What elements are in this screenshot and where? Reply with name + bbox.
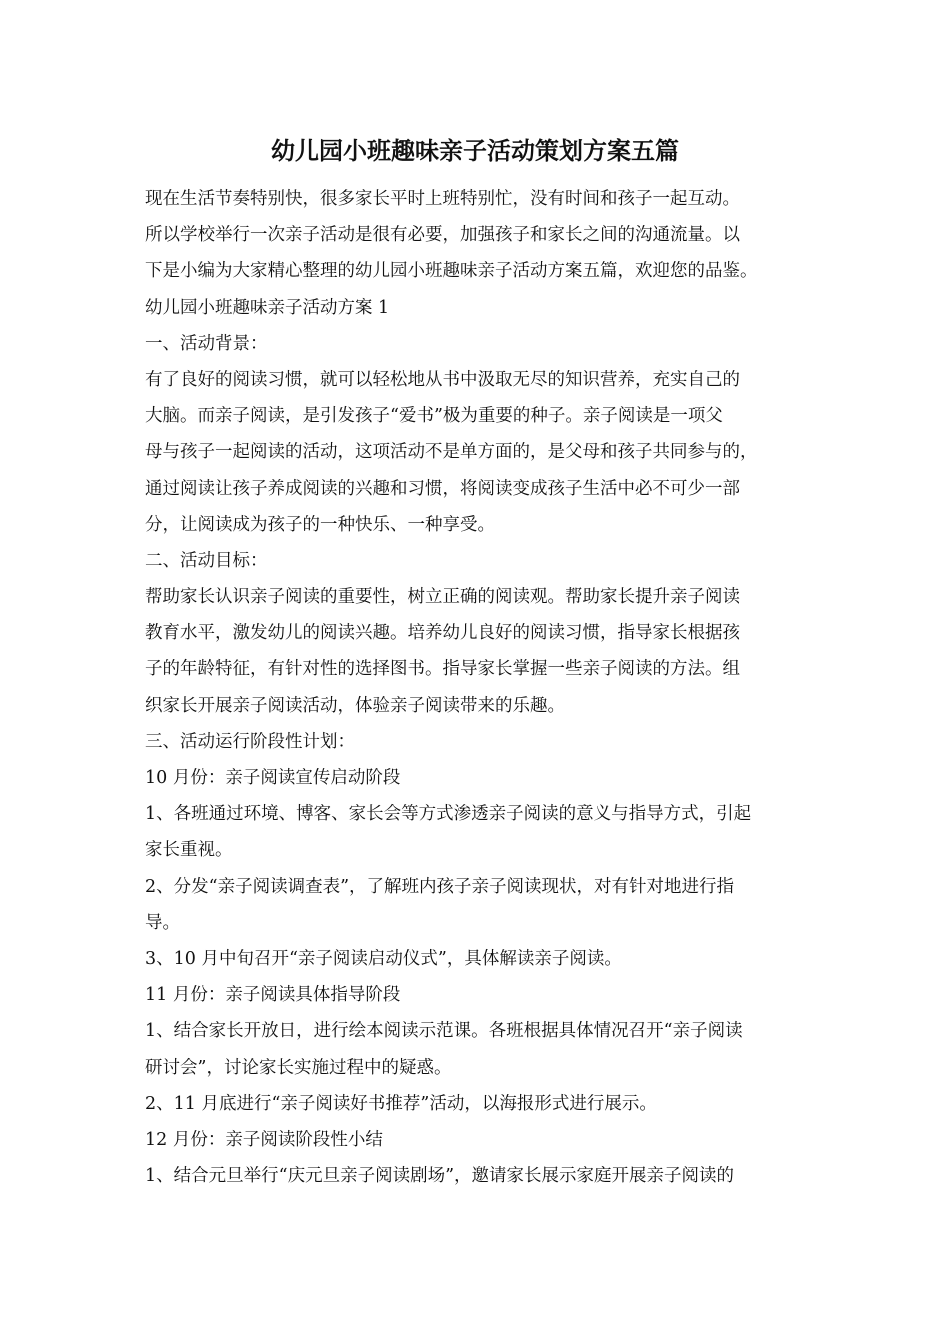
paragraph-line: 二、活动目标： [145, 550, 268, 571]
paragraph-line: 2、11 月底进行“亲子阅读好书推荐”活动，以海报形式进行展示。 [145, 1093, 657, 1114]
paragraph-line: 家长重视。 [145, 840, 233, 861]
paragraph-line: 教育水平，激发幼儿的阅读兴趣。培养幼儿良好的阅读习惯，指导家长根据孩 [145, 623, 740, 644]
paragraph-line: 1、结合家长开放日，进行绘本阅读示范课。各班根据具体情况召开“亲子阅读 [145, 1021, 743, 1042]
paragraph-line: 1、各班通过环境、博客、家长会等方式渗透亲子阅读的意义与指导方式，引起 [145, 804, 752, 825]
paragraph-line: 一、活动背景： [145, 333, 268, 354]
paragraph-line: 三、活动运行阶段性计划： [145, 731, 355, 752]
paragraph-line: 11 月份：亲子阅读具体指导阶段 [145, 985, 401, 1006]
paragraph-line: 10 月份：亲子阅读宣传启动阶段 [145, 768, 401, 788]
paragraph-line: 分，让阅读成为孩子的一种快乐、一种享受。 [145, 514, 495, 535]
paragraph-line: 3、10 月中旬召开“亲子阅读启动仪式”，具体解读亲子阅读。 [145, 948, 622, 969]
paragraph-line: 幼儿园小班趣味亲子活动方案 1 [145, 297, 390, 318]
paragraph-line: 12 月份：亲子阅读阶段性小结 [145, 1129, 383, 1150]
paragraph-line: 子的年龄特征，有针对性的选择图书。指导家长掌握一些亲子阅读的方法。组 [145, 659, 740, 680]
paragraph-line: 所以学校举行一次亲子活动是很有必要，加强孩子和家长之间的沟通流量。以 [145, 225, 740, 246]
paragraph-line: 研讨会”，讨论家长实施过程中的疑惑。 [145, 1057, 452, 1078]
paragraph-line: 2、分发“亲子阅读调查表”，了解班内孩子亲子阅读现状，对有针对地进行指 [145, 876, 735, 897]
document-title: 幼儿园小班趣味亲子活动策划方案五篇 [271, 136, 679, 165]
paragraph-line: 帮助家长认识亲子阅读的重要性，树立正确的阅读观。帮助家长提升亲子阅读 [145, 587, 740, 608]
document-body [145, 181, 820, 1194]
paragraph-line: 母与孩子一起阅读的活动，这项活动不是单方面的，是父母和孩子共同参与的， [145, 442, 758, 463]
paragraph-line: 织家长开展亲子阅读活动，体验亲子阅读带来的乐趣。 [145, 695, 565, 716]
paragraph-line: 下是小编为大家精心整理的幼儿园小班趣味亲子活动方案五篇，欢迎您的品鉴。 [145, 261, 758, 282]
paragraph-line: 大脑。而亲子阅读，是引发孩子“爱书”极为重要的种子。亲子阅读是一项父 [145, 406, 723, 427]
paragraph-line: 通过阅读让孩子养成阅读的兴趣和习惯，将阅读变成孩子生活中必不可少一部 [145, 478, 740, 499]
paragraph-line: 导。 [145, 912, 180, 933]
paragraph-line: 有了良好的阅读习惯，就可以轻松地从书中汲取无尽的知识营养，充实自己的 [145, 369, 740, 390]
paragraph-line: 现在生活节奏特别快，很多家长平时上班特别忙，没有时间和孩子一起互动。 [145, 189, 740, 209]
paragraph-line: 1、结合元旦举行“庆元旦亲子阅读剧场”，邀请家长展示家庭开展亲子阅读的 [145, 1166, 735, 1187]
